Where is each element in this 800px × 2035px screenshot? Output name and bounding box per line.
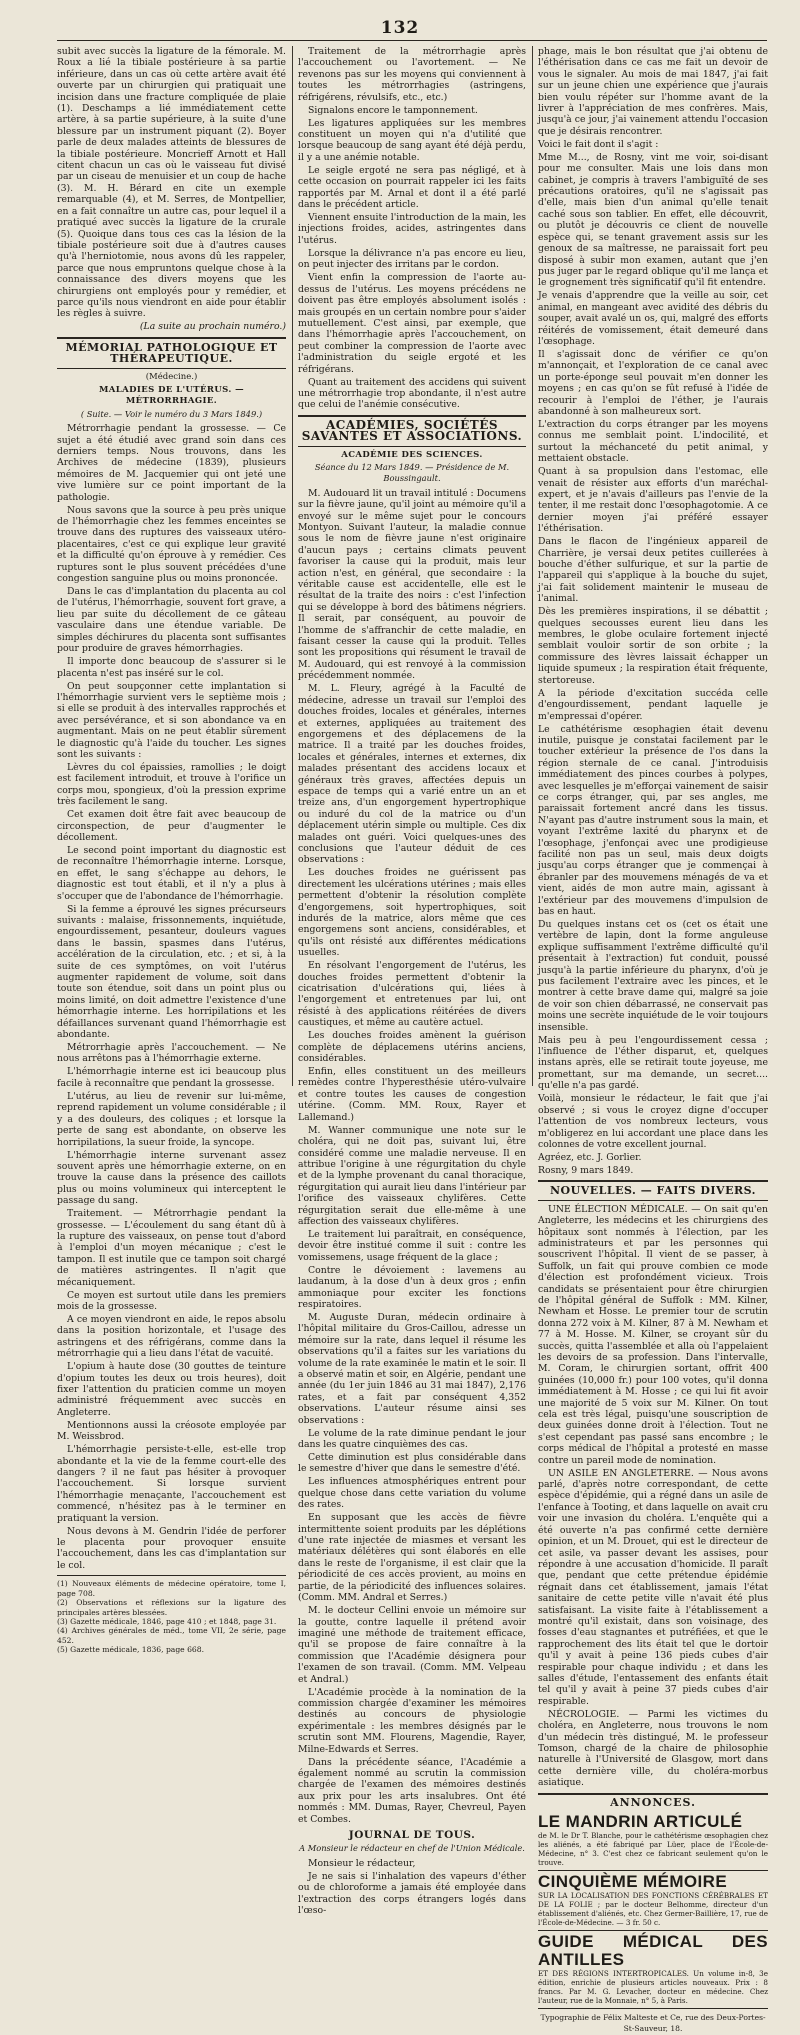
ad-item <box>538 1931 768 2009</box>
paragraph: Voilà, monsieur le rédacteur, le fait que j'ai observé ; si vous le croyez digne d'occuper l'attention de vos nombreux lecteurs, vous m'obligerez en lui accordant une place dans les colonnes de votre excellent journal. <box>538 1093 768 1150</box>
paragraph: Viennent ensuite l'introduction de la main, les injections froides, acides, astringentes dans l'utérus. <box>298 212 526 246</box>
ad-headline: CINQUIÈME MÉMOIRE <box>538 1872 728 1892</box>
article-note: ( Suite. — Voir le numéro du 3 Mars 1849.) <box>80 408 263 419</box>
footnote: (2) Observations et réflexions sur la ligature des principales artères blessées. <box>57 1598 286 1617</box>
ad-text: ET DES RÉGIONS INTERTROPICALES. Un volume in-8, 3e édition, enrichie de plusieurs articles nouveaux. Prix : 8 francs. Par M. G. Levacher, docteur en médecine. Chez l'auteur, rue de la Monnaie, n° 5, à Paris. <box>538 1969 768 2006</box>
paragraph: Dans la précédente séance, l'Académie a également nommé au scrutin la commission chargée de l'examen des mémoires destinés aux prix pour les arts insalubres. Ont été nommés : MM. Dumas, Rayer, Chevreul, Payen et Combes. <box>298 1756 526 1825</box>
paragraph: L'hémorrhagie interne est ici beaucoup plus facile à reconnaître que pendant la grossesse. <box>57 1066 286 1089</box>
paragraph: Signalons encore le tamponnement. <box>308 104 478 116</box>
journal-title: JOURNAL DE TOUS. <box>348 1829 476 1841</box>
paragraph: Ce moyen est surtout utile dans les premiers mois de la grossesse. <box>57 1289 286 1312</box>
paragraph: Je ne sais si l'inhalation des vapeurs d'éther ou de chloroforme a jamais été employée dans l'extraction des corps étrangers logés dans l'œso- <box>298 1870 526 1917</box>
footnote: (3) Gazette médicale, 1846, page 410 ; et 1848, page 31. <box>57 1616 277 1626</box>
column-divider <box>532 46 533 1086</box>
news-item: NÉCROLOGIE. — Parmi les victimes du choléra, en Angleterre, nous trouvons le nom d'un médecin très distingué, M. le professeur Tomson, chargé de la chaire de philosophie naturelle à l'Université de Glasgow, mort dans cette dernière ville, du choléra-morbus asiatique. <box>538 1708 768 1789</box>
footnote: (5) Gazette médicale, 1836, page 668. <box>57 1645 205 1655</box>
academy-session: Séance du 12 Mars 1849. — Présidence de M. Boussingault. <box>314 461 510 484</box>
news-item: UNE ÉLECTION MÉDICALE. — On sait qu'en Angleterre, les médecins et les chirurgiens des hôpitaux sont nommés à l'élection, par les administrateurs et par les personnes qui souscrivent l'hôpital. Il vient de se passer, à Suffolk, un fait qui prouve combien ce mode d'élection est profondément vicieux. Trois candidats se présentaient pour être chirurgien de l'hôpital général de Suffolk : MM. Kilner, Newham et Hosse. Le premier tour de scrutin donna 272 voix à M. Kilner, 87 à M. Newham et 77 à M. Hosse. M. Kilner, se croyant sûr du succès, quitta l'assemblée et alla où l'appelaient les devoirs de sa profession. Dans l'intervalle, M. Coram, le chirurgien sortant, offrit 400 guinées (10,000 fr.) pour 100 votes, qu'il donna immédiatement à M. Hosse ; ce qui lui fit avoir une majorité de 5 voix sur M. Kilner. On tout cela est très légal, puisqu'une souscription de deux guinées donne droit à l'élection. Tout ne s'est cependant pas passé sans encombre ; le corps médical de l'hôpital a protesté en masse contre un pareil mode de nomination. <box>538 1203 768 1466</box>
paragraph: Mais peu à peu l'engourdissement cessa ; l'influence de l'éther disparut, et, quelques instans après, elle se retirait toute joyeuse, me promettant, sur ma demande, un secret.... qu'elle n'a pas gardé. <box>538 1034 768 1092</box>
paragraph: Le traitement lui paraîtrait, en conséquence, devoir être institué comme il suit : contre les vomissemens, usage fréquent de la glace ; <box>298 1228 526 1263</box>
academy-body <box>298 488 526 1825</box>
paragraph: Traitement. — Métrorrhagie pendant la grossesse. — L'écoulement du sang étant dû à la rupture des vaisseaux, on pense tout d'abord à l'emploi d'un moyen mécanique ; c'est le tampon. Il est inutile que ce tampon soit chargé de matières astringentes. Il n'agit que mécaniquement. <box>57 1208 286 1288</box>
footnotes <box>57 1575 286 1654</box>
paragraph: Nous savons que la source à peu près unique de l'hémorrhagie chez les femmes enceintes se trouve dans des ruptures des vaisseaux utéro-placentaires, c'est ce qui explique leur gravité et la difficulté qu'on éprouve à y remédier. Ces ruptures sont le plus souvent précédées d'une congestion sanguine plus ou moins prononcée. <box>57 504 286 585</box>
journal-addressee: A Monsieur le rédacteur en chef de l'Union Médicale. <box>299 1843 525 1854</box>
news-title: NOUVELLES. — FAITS DIVERS. <box>538 1180 768 1200</box>
paragraph: Les influences atmosphériques entrent pour quelque chose dans cette variation du volume des rates. <box>298 1476 526 1511</box>
paragraph: Mentionnons aussi la créosote employée par M. Weissbrod. <box>57 1419 286 1443</box>
paragraph: Les ligatures appliquées sur les membres constituent un moyen qui n'a d'utilité que lorsque beaucoup de sang ayant été déjà perdu, il y a une anémie notable. <box>298 117 526 163</box>
ad-text: SUR LA LOCALISATION DES FONCTIONS CÉRÉBRALES ET DE LA FOLIE ; par le docteur Belhomme, directeur d'un établissement d'aliénés, etc. Chez Germer-Baillière, 17, rue de l'École-de-Médecine. — 3 fr. 50 c. <box>538 1891 768 1928</box>
paragraph: On peut soupçonner cette implantation si l'hémorrhagie survient vers le septième mois ; si elle se produit à des intervalles rapprochés et avec persévérance, et si son abondance va en augmentant. Mais on ne peut établir sûrement le diagnostic qu'à l'aide du toucher. Les signes sont les suivants : <box>57 680 286 760</box>
paragraph: Si la femme a éprouvé les signes précurseurs suivants : malaise, frissonnements, inquiétude, engourdissement, pesanteur, douleurs vagues dans le bassin, spasmes dans l'utérus, accélération de la circulation, etc. ; et si, à la suite de ces symptômes, on voit l'utérus augmenter rapidement de volume, soit dans toute son étendue, soit dans un point plus ou moins limité, on doit admettre l'existence d'une hémorrhagie interne. Les horripilations et les défaillances survenant quand l'hémorrhagie est abondante. <box>57 903 286 1041</box>
paragraph: Je venais d'apprendre que la veille au soir, cet animal, en mangeant avec avidité des débris du souper, avait avalé un os, qui, malgré des efforts réitérés de vomissement, était demeuré dans l'œsophage. <box>538 290 768 347</box>
paragraph: Traitement de la métrorrhagie après l'accouchement ou l'avortement. — Ne revenons pas sur les moyens qui conviennent à toutes les métrorrhagies (astringens, réfrigérens, révulsifs, etc., etc.) <box>298 46 526 103</box>
paragraph: L'opium à haute dose (30 gouttes de teinture d'opium toutes les deux ou trois heures), doit fixer l'attention du praticien comme un moyen administré fréquemment avec succès en Angleterre. <box>57 1361 286 1418</box>
paragraph: Dans le flacon de l'ingénieux appareil de Charrière, je versai deux petites cuillerées à bouche d'éther sulfurique, et sur la partie de l'appareil qui s'applique à la bouche du sujet, j'ai fait solidement maintenir le museau de l'animal. <box>538 536 768 605</box>
footnote: (1) Nouveaux éléments de médecine opératoire, tome I, page 708. <box>57 1579 286 1598</box>
header-rule <box>57 40 767 41</box>
article-body <box>298 46 526 411</box>
ad-text: de M. le Dr T. Blanche, pour le cathétérisme œsophagien chez les aliénés, a été fabriqué par Lüer, place de l'École-de-Médecine, n° 3. C'est chez ce fabricant seulement qu'on le trouve. <box>538 1831 768 1868</box>
section-title: MÉMORIAL PATHOLOGIQUE ET THÉRAPEUTIQUE. <box>57 337 286 369</box>
paragraph: Agréez, etc. J. Gorlier. <box>538 1151 642 1163</box>
paragraph: Monsieur le rédacteur, <box>308 1857 416 1869</box>
paragraph: Dès les premières inspirations, il se débattit ; quelques secousses eurent lieu dans les membres, le globe oculaire fortement injecté semblait vouloir sortir de son orbite ; la commissure des lèvres laissait échapper un liquide spumeux ; la respiration était fréquente, stertoreuse. <box>538 606 768 686</box>
ad-headline: GUIDE MÉDICAL DES ANTILLES <box>538 1932 768 1970</box>
paragraph: L'hémorrhagie persiste-t-elle, est-elle trop abondante et la vie de la femme court-elle des dangers ? il ne faut pas hésiter à provoquer l'accouchement. Si lorsque survient l'hémorrhagie menaçante, l'accouchement est commencé, n'hésitez pas à le terminer en pratiquant la version. <box>57 1444 286 1524</box>
paragraph: Quant à sa propulsion dans l'estomac, elle venait de résister aux efforts d'un maréchal-expert, et je n'avais d'ailleurs pas l'envie de la tenter, il me restait donc l'œsophagotomie. A ce dernier moyen j'ai préféré essayer l'éthérisation. <box>538 466 768 535</box>
intro-text <box>57 46 286 320</box>
paragraph: Contre le dévoiement : lavemens au laudanum, à la dose d'un à deux gros ; enfin ammoniaque pour exciter les fonctions respiratoires. <box>298 1264 526 1310</box>
article-title: MALADIES DE L'UTÉRUS. — MÉTRORRHAGIE. <box>98 384 245 407</box>
column-divider <box>292 46 293 1086</box>
paragraph: Lèvres du col épaissies, ramollies ; le doigt est facilement introduit, et trouve à l'orifice un corps mou, spongieux, d'où la pression exprime très facilement le sang. <box>57 761 286 808</box>
paragraph: En résolvant l'engorgement de l'utérus, les douches froides permettent d'obtenir la cicatrisation d'ulcérations qui, liées à l'engorgement et entretenues par lui, ont résisté à des applications réitérées de divers caustiques, et même au cautère actuel. <box>298 960 526 1029</box>
column-3 <box>538 46 768 2034</box>
paragraph: Du quelques instans cet os (cet os était une vertèbre de lapin, dont la forme anguleuse explique suffisamment l'extrême difficulté qu'il présentait à l'extraction) fut conduit, poussé jusqu'à la partie inférieure du pharynx, d'où je pus facilement l'extraire avec les pinces, et le montrer à cette brave dame qui, malgré sa joie de voir son chien débarrassé, ne conservait pas moins une secrète inquiétude de le voir toujours insensible. <box>538 919 768 1033</box>
ad-item <box>538 1811 768 1871</box>
paragraph: M. L. Fleury, agrégé à la Faculté de médecine, adresse un travail sur l'emploi des douches froides, locales et générales, internes et externes, appliquées au traitement des engorgemens et des déplacemens de la matrice. Il a traité par les douches froides, locales et générales, internes et externes, dix malades présentant des accidens locaux et généraux très graves, affectées depuis un espace de temps qui a varié entre un an et treize ans, d'un engorgement hypertrophique ou induré du col de la matrice ou d'un déplacement utérin simple ou multiple. Ces dix malades ont guéri. Voici quelques-unes des conclusions que l'auteur déduit de ces observations : <box>298 683 526 866</box>
letter-body <box>538 46 768 1176</box>
paragraph: L'hémorrhagie interne survenant assez souvent après une hémorrhagie externe, on en trouve la cause dans la présence des caillots plus ou moins volumineux qui interceptent le passage du sang. <box>57 1149 286 1207</box>
paragraph: En supposant que les accès de fièvre intermittente soient produits par les déplétions d'une rate injectée de miasmes et versant les matériaux délétères qui sont élaborés en elle dans le reste de l'organisme, il est clair que la périodicité de ces accès provient, au moins en partie, de la périodicité des influences solaires. (Comm. MM. Andral et Serres.) <box>298 1512 526 1604</box>
ads-list <box>538 1811 768 2009</box>
paragraph: M. Audouard lit un travail intitulé : Documens sur la fièvre jaune, qu'il joint au mémoire qu'il a envoyé sur le même sujet pour le concours Montyon. Suivant l'auteur, la maladie connue sous le nom de fièvre jaune n'est originaire d'aucun pays ; certains climats peuvent favoriser la cause qui la produit, mais leur action n'est, en général, que secondaire : la véritable cause est accidentelle, elle est le résultat de la traite des noirs : c'est l'infection qui se développe à bord des bâtimens négriers. Il serait, par conséquent, au pouvoir de l'homme de s'affranchir de cette maladie, en faisant cesser la cause qui la produit. Telles sont les propositions qui résument le travail de M. Audouard, qui est renvoyé à la commission précédemment nommée. <box>298 487 526 682</box>
paragraph: Nous devons à M. Gendrin l'idée de perforer le placenta pour provoquer ensuite l'accouchement, dans les cas d'implantation sur le col. <box>57 1525 286 1571</box>
article-body <box>57 423 286 1571</box>
paragraph: M. Wanner communique une note sur le choléra, qui ne doit pas, suivant lui, être considéré comme une maladie nerveuse. Il en attribue l'origine à une régurgitation du chyle et de la lymphe provenant du canal thoracique, régurgitation qui aurait lieu dans l'intérieur par l'orifice des vaisseaux chylifères. Cette régurgitation serait due elle-même à une affection des vaisseaux chylifères. <box>298 1124 526 1227</box>
paragraph: Lorsque la délivrance n'a pas encore eu lieu, on peut injecter des irritans par le cordon. <box>298 247 526 271</box>
printer-footer: Typographie de Félix Malteste et Ce, rue des Deux-Portes-St-Sauveur, 18. <box>540 2013 766 2034</box>
paragraph: M. Auguste Duran, médecin ordinaire à l'hôpital militaire du Gros-Caillou, adresse un mémoire sur la rate, dans lequel il résume les observations qu'il a faites sur les variations du volume de la rate examinée le matin et le soir. Il a observé matin et soir, en Algérie, pendant une année (du 1er juin 1846 au 31 mai 1847), 2,176 rates, et a fait par conséquent 4,352 observations. L'auteur résume ainsi ses observations : <box>298 1311 526 1426</box>
footnote: (4) Archives générales de méd., tome VII, 2e série, page 452. <box>57 1626 286 1645</box>
ad-item <box>538 1871 768 1931</box>
page-number: 132 <box>380 18 420 38</box>
section-subtitle: (Médecine.) <box>145 371 198 382</box>
ads-title: ANNONCES. <box>610 1795 696 1809</box>
paragraph: A ce moyen viendront en aide, le repos absolu dans la position horizontale, et l'usage des astringens et des réfrigérans, comme dans la métrorrhagie qui a lieu dans l'état de vacuité. <box>57 1313 286 1360</box>
paragraph: L'extraction du corps étranger par les moyens connus me semblait point. L'indocilité, et surtout la méchanceté du petit animal, y mettaient obstacle. <box>538 418 768 465</box>
paragraph: Les douches froides amènent la guérison complète de déplacemens utérins anciens, considérables. <box>298 1030 526 1065</box>
paragraph: phage, mais le bon résultat que j'ai obtenu de l'éthérisation dans ce cas me fait un devoir de vous le signaler. Au mois de mai 1847, j'ai fait sur un jeune chien une expérience que j'aurais bien voulu répéter sur l'homme avant de la livrer à l'appréciation de mes confrères. Mais, jusqu'à ce jour, j'ai vainement attendu l'occasion que je désirais rencontrer. <box>538 46 768 137</box>
paragraph: L'utérus, au lieu de revenir sur lui-même, reprend rapidement un volume considérable ; il y a des douleurs, des coliques ; et lorsque la perte de sang est abondante, on observe les horripilations, la sueur froide, la syncope. <box>57 1090 286 1148</box>
column-2 <box>298 46 526 1917</box>
paragraph: Vient enfin la compression de l'aorte au-dessus de l'utérus. Les moyens précédens ne doivent pas être employés absolument isolés : mais groupés en un certain nombre pour s'aider mutuellement. C'est ainsi, par exemple, que dans l'hémorrhagie après l'accouchement, on peut combiner la compression de l'aorte avec l'administration du seigle ergoté et les réfrigérans. <box>298 272 526 375</box>
paragraph: Mme M..., de Rosny, vint me voir, soi-disant pour me consulter. Mais une lois dans mon cabinet, je compris à travers l'ambiguïté de ses précautions oratoires, qu'il ne s'agissait pas d'elle, mais bien d'un animal qu'elle tenait caché sous son tablier. En effet, elle découvrit, ou plutôt je découvris ce client de nouvelle espèce qui, se tenant gravement assis sur les genoux de sa maîtresse, ne paraissait fort peu disposé à subir mon examen, autant que j'en pus juger par le regard oblique qu'il me lança et le grognement très significatif qu'il fit entendre. <box>538 151 768 289</box>
paragraph: subit avec succès la ligature de la fémorale. M. Roux a lié la tibiale postérieure à sa partie inférieure, dans un cas où cette artère avait été ouverte par un chirurgien qui pratiquait une incision dans une fracture compliquée de plaie (1). Deschamps a lié immédiatement cette artère, à sa partie supérieure, à la suite d'une blessure par un instrument piquant (2). Boyer parle de deux malades atteints de blessures de la tibiale postérieure. Moncrieff Arnott et Hall citent chacun un cas où le vaisseau fut divisé par un ciseau de menuisier et un coup de hache (3). M. H. Bérard en cite un exemple remarquable (4), et M. Serres, de Montpellier, en a fait connaître un autre cas, pour lequel il a pratiqué avec succès la ligature de la crurale (5). Quoique dans tous ces cas la lésion de la tibiale postérieure soit due à d'autres causes qu'à l'herniotomie, nous avons dû les rappeler, parce que nous empruntons quelque chose à la connaissance des divers moyens que les chirurgiens ont employés pour y remédier, et parce qu'ils nous viendront en aide pour établir les règles à suivre. <box>57 46 286 320</box>
paragraph: Métrorrhagie pendant la grossesse. — Ce sujet a été étudié avec grand soin dans ces derniers temps. Nous trouvons, dans les Archives de médecine (1839), plusieurs mémoires de M. Jacquemier qui ont jeté une vive lumière sur ce point important de la pathologie. <box>57 423 286 503</box>
paragraph: Il importe donc beaucoup de s'assurer si le placenta n'est pas inséré sur le col. <box>57 656 286 679</box>
paragraph: Quant au traitement des accidens qui suivent une métrorrhagie trop abondante, il n'est autre que celui de l'anémie consécutive. <box>298 376 526 411</box>
section-title: ACADÉMIES, SOCIÉTÉS SAVANTES ET ASSOCIATIONS. <box>298 415 526 447</box>
paragraph: Il s'agissait donc de vérifier ce qu'on m'annonçait, et l'exploration de ce canal avec un porte-éponge seul pouvait m'en donner les moyens ; en cas qu'on se fût refusé à l'idée de recourir à l'emploi de l'éther, je l'aurais abandonné à son malheureux sort. <box>538 348 768 417</box>
paragraph: Le volume de la rate diminue pendant le jour dans les quatre cinquièmes des cas. <box>298 1427 526 1451</box>
paragraph: Cette diminution est plus considérable dans le semestre d'hiver que dans le semestre d'été. <box>298 1452 526 1475</box>
paragraph: A la période d'excitation succéda celle d'engourdissement, pendant laquelle je m'empressai d'opérer. <box>538 687 768 722</box>
paragraph: Enfin, elles constituent un des meilleurs remèdes contre l'hyperesthésie utéro-vulvaire et contre toutes les causes de congestion utérine. (Comm. MM. Roux, Rayer et Lallemand.) <box>298 1066 526 1123</box>
paragraph: Le cathétérisme œsophagien était devenu inutile, puisque je constatai facilement par le toucher extérieur la présence de l'os dans la région sternale de ce canal. J'introduisis immédiatement des pinces courbes à polypes, avec lesquelles je m'efforçai vainement de saisir ce corps étranger, qui, par ses angles, me paraissait fortement ancré dans les tissus. N'ayant pas d'autre instrument sous la main, et voyant l'extrême laxité du pharynx et de l'œsophage, j'enfonçai avec une prodigieuse facilité non pas un seul, mais deux doigts jusqu'au corps étranger que je commençai à ébranler par des mouvemens ménagés de va et vient, aidés de mon autre main, agissant à l'extérieur par des mouvemens d'impulsion de bas en haut. <box>538 723 768 917</box>
paragraph: Rosny, 9 mars 1849. <box>538 1164 634 1176</box>
column-1 <box>57 46 286 1655</box>
paragraph: Les douches froides ne guérissent pas directement les ulcérations utérines ; mais elles permettent d'obtenir la résolution complète d'engorgemens, soit hypertrophiques, soit indurés de la matrice, alors même que ces engorgemens sont anciens, considérables, et qu'ils ont résisté aux différentes médications usuelles. <box>298 867 526 959</box>
paragraph: Métrorrhagie après l'accouchement. — Ne nous arrêtons pas à l'hémorrhagie externe. <box>57 1042 286 1065</box>
paragraph: Voici le fait dont il s'agit : <box>538 138 659 150</box>
ad-headline: LE MANDRIN ARTICULÉ <box>538 1812 743 1832</box>
news-item: UN ASILE EN ANGLETERRE. — Nous avons parlé, d'après notre correspondant, de cette espèce d'épidémie, qui a régné dans un asile de l'enfance à Tooting, et dans laquelle on avait cru voir une invasion du choléra. L'enquête qui a été ouverte n'a pas confirmé cette dernière opinion, et un M. Drouet, qui est le directeur de cet asile, va passer devant les assises, pour répondre à une accusation d'homicide. Il paraît que, pendant que cette prétendue épidémie régnait dans cet établissement, jamais l'état sanitaire de cette petite ville n'avait été plus satisfaisant. La visite faite à l'établissement a montré qu'il existait, dans son voisinage, des fosses d'eau stagnantes et putréfiées, et que le rapprochement des lits était tel que le dortoir qu'il y avait à peine 136 pieds cubes d'air respirable pour chaque individu ; et dans les salles d'étude, l'entassement des enfants était tel qu'il y avait à peine 37 pieds cubes d'air respirable. <box>538 1467 768 1707</box>
paragraph: Le second point important du diagnostic est de reconnaître l'hémorrhagie interne. Lorsque, en effet, le sang s'échappe au dehors, le diagnostic est tout établi, et il n'y a plus à s'occuper que de l'abondance de l'hémorrhagie. <box>57 844 286 902</box>
paragraph: Cet examen doit être fait avec beaucoup de circonspection, de peur d'augmenter le décollement. <box>57 809 286 843</box>
paragraph: L'Académie procède à la nomination de la commission chargée d'examiner les mémoires destinés au concours de physiologie expérimentale : les membres désignés par le scrutin sont MM. Flourens, Magendie, Rayer, Milne-Edwards et Serres. <box>298 1686 526 1755</box>
news-body <box>538 1204 768 1789</box>
paragraph: Dans le cas d'implantation du placenta au col de l'utérus, l'hémorrhagie, souvent fort grave, a lieu par suite du décollement de ce gâteau vasculaire dans une étendue variable. De simples déchirures du placenta sont suffisantes pour produire de graves hémorrhagies. <box>57 586 286 655</box>
journal-body <box>298 1858 526 1917</box>
academy-title: ACADÉMIE DES SCIENCES. <box>341 449 483 460</box>
ads-section <box>538 1793 768 2009</box>
paragraph: Le seigle ergoté ne sera pas négligé, et à cette occasion on pourrait rappeler ici les faits rapportés par M. Arnal et dont il a été parlé dans le précédent article. <box>298 164 526 211</box>
paragraph: M. le docteur Cellini envoie un mémoire sur la goutte, contre laquelle il prétend avoir imaginé une méthode de traitement efficace, qu'il se propose de faire connaître à la commission que l'Académie désignera pour l'examen de son travail. (Comm. MM. Velpeau et Andral.) <box>298 1605 526 1685</box>
continued-note: (La suite au prochain numéro.) <box>139 321 286 333</box>
